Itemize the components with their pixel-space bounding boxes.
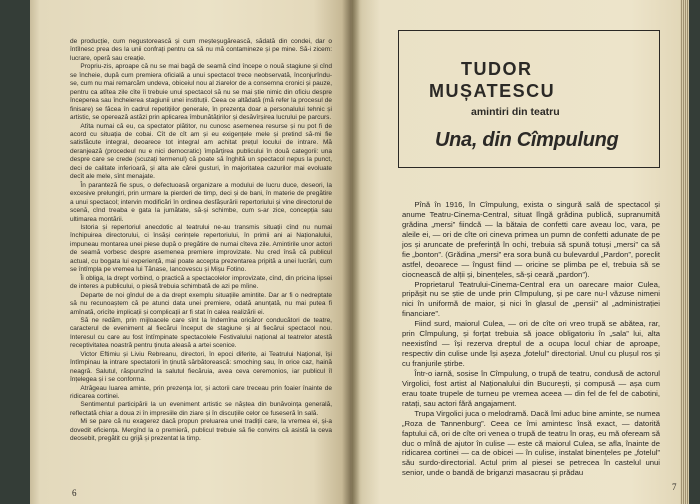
left-paragraph: Mi se pare că nu exagerez dacă propun preluarea unei tradiții care, la vremea ei, și-a dovedit eficiența. Mergînd la o premieră, publicul trebuie să fie convins că asistă la ceva deosebit, pregătit cu grijă și prezentat la timp. (70, 418, 332, 443)
left-paragraph: Atîta numai că eu, ca spectator plătitor, nu cunosc asemenea resurse și nu pot fi de acord cu situația de cobai. Cît de cît am și eu exigențele mele și pretind să-mi fie satisfăcute integral, deoarece tot integral am achitat prețul locului de intrare. Mă deranjează (procedeul nu e nici democratic) împărțirea publicului în două categorii: una despre care se crede (scuzați termenul) că poate să înghită un spectacol nepus la punct, deci de calitate inferioară, și alta ale cărei gusturi, în majoritatea cazurilor mai evoluate decît ale mele, sînt menajate. (70, 122, 332, 181)
left-paragraph: Victor Eftimiu și Liviu Rebreanu, directori, în epoci diferite, ai Teatrului Național, își întîmpinau la intrare spectatorii în ținută sărbătorească: smoching sau, în orice caz, haină neagră. Salutul, răspunzînd la salutul fiecăruia, avea ceva ceremonios, iar publicul îl înțelegea și i se conforma. (70, 350, 332, 384)
left-paragraph: Propriu-zis, aproape că nu se mai bagă de seamă cînd începe o nouă stagiune și cînd se încheie, după cum premiera oficială a unui spectacol trece neobservată, înconjurîndu-se, cum nu mai remarcăm undeva, obiceiul nou al ziarelor de a consemna cronici și pauze, pentru ca atîtea zile cîte îi trebuie unui spectacol să nu se mai știe nimic din oficiu despre începerea sau încheierea stagiunii unei instituții. Ceea ce altădată (mă refer la procesul de finisare) se făcea în cadrul repetițiilor generale, în prezența doar a personalului tehnic și artistic, se operează astăzi prin aplicarea îmbunătățirilor și desăvîrșirea lucrului pe parcurs. (70, 63, 332, 122)
book-gutter (342, 0, 360, 504)
right-page-number: 7 (672, 482, 677, 492)
left-paragraph: Istoria și repertoriul anecdotic al teatrului ne-au transmis situații cînd nu numai închipuirea directorului, ci însăși cerințele repertoriului, în primii ani ai Naționalului, impuneau montarea unei piese după o pregătire de numai cîteva zile. Amintirile unor actori de seamă vorbesc despre asemenea premiere improvizate. Nu cred însă că publicul actual, cu bogata lui experiență, mai poate accepta prezentarea pripită a unei lucrări, cum se întîmpla pe vremea lui Tănase, Iancovescu și Mișu Fotino. (70, 223, 332, 274)
article-header-box (398, 30, 660, 168)
right-paragraph: Pînă în 1916, în Cîmpulung, exista o singură sală de spectacol și anume Teatru-Cinema-Central, situat lîngă grădina publică, supranumită grădina „mersi” fiindcă — la bătaia de confetti care aveau loc, vara, pe aleile ei, — ori de cîte ori cineva primea un pumn de confetti adunate de pe jos și aruncate de preferință în ochi, trebuia să spună totuși „mersi” ca să fie „bonton”. (Grădina „mersi” era sora bună cu bulevardul „Pardon”, poreclit astfel, deoarece — îngust fiind — oricine se plimba pe el, trebuia să se ciocnească de alții și, binențeles, să-și ceară „pardon”). (402, 200, 660, 279)
author-last-name: MUȘATESCU (429, 81, 556, 101)
left-paragraph: Să ne redăm, prin mijloacele care sînt la îndemîna oricăror conducători de teatre, caracterul de eveniment al fiecărui început de stagiune și al fiecărui spectacol nou. Interesul cu care au fost întîmpinate spectacolele Festivalului național al teatrelor atestă receptivitatea noastră pentru ținuta aleasă a artei scenice. (70, 316, 332, 350)
right-paragraph: Proprietarul Teatrului-Cinema-Central era un oarecare maior Culea, pripășit nu se știe de unde prin Cîmpulung, și pe care nu-l văzuse nimeni nici în uniformă de maior, și nici în glasul de „pensii” al „administrației financiare”. (402, 279, 660, 319)
left-paragraph: Sentimentul participării la un eveniment artistic se năștea din bunăvoința generală, reflectată chiar a doua zi în impresiile din ziare și în discuțiile celor ce fuseseră în sală. (70, 401, 332, 417)
right-paragraph: Într-o iarnă, sosise în Cîmpulung, o trupă de teatru, condusă de actorul Virgolici, fost artist al Naționalului din București, și compusă — așa cum erau toate trupele de turneu pe vremea aceea — din fel de fel de cabotini, ratați, sau actori fără angajament. (402, 368, 660, 408)
left-paragraph: În paranteză fie spus, o defectuoasă organizare a modului de lucru duce, deseori, la excesive prelungiri, prin urmare la pierderi de timp, deci și de bani, în materie de pregătire a unui spectacol; intervin modificări în ordinea desfășurării repertoriului și vine directorul de scenă, cînd treaba e gata la jumătate, să-și schimbe, cum s-ar zice, concepția sau ultimarea montării. (70, 181, 332, 223)
left-page-body (70, 38, 332, 470)
author-first-name: TUDOR (461, 59, 533, 79)
right-paragraph: Trupa Virgolici juca o melodramă. Dacă îmi aduc bine aminte, se numea „Roza de Tannenburg”. Ceea ce îmi amintesc însă exact, — datorită faptului că, ori de cîte ori venea o trupă de teatru în oraș, eu mă ofeream să duc o mînă de ajutor în culise — este că maiorul Culea, se afla, înainte de ridicarea cortinei — ca de obicei — în culise, instalat binențeles pe „fotelul” său surdo-directorial. Actul prim al piesei se petrecea în castelul unui senior, unde o bandă de briganzi masacrau și prădau (402, 408, 660, 478)
right-page-body (402, 200, 660, 484)
left-paragraph: de producție, cum negustorească și cum meșteșugărească, sădată din condei, dar o întîlnesc prea des la unii confrați pentru ca să nu mă contamineze și pe mine. Să-i zicem: lucrare, operă sau creație. (70, 38, 332, 62)
left-page-number: 6 (72, 488, 77, 498)
right-paragraph: Fiind surd, maiorul Culea, — ori de cîte ori vreo trupă se abătea, rar, prin Cîmpulung, și forțat trebuia să joace obligatoriu în „sala” lui, alta neexistînd — își rezerva dreptul de a ocupa locul chiar de aproape, respectiv din culise unde își așeza „fotelul” directorial. Unul cu plușul ros și cu franjurile știrbe. (402, 319, 660, 368)
left-paragraph: Îi obliga, la drept vorbind, o practică a spectacolelor improvizate, cînd, din pricina lipsei de interes a publicului, o piesă trebuia schimbată de azi pe mîine. (70, 274, 332, 291)
article-title: Una, din Cîmpulung (435, 129, 619, 151)
left-paragraph: Atrăgeau luarea aminte, prin prezența lor, și actorii care treceau prin foaier înainte de ridicarea cortinei. (70, 384, 332, 401)
left-paragraph: Departe de noi gîndul de a da drept exemplu situațiile amintite. Dar ar fi o nedreptate să nu recunoaștem că pe atunci data unei premiere, odată anunțată, nu mai putea fi amînată, oricîte implicații și complicații ar fi stat în calea realizării ei. (70, 291, 332, 316)
series-label: amintiri din teatru (471, 106, 560, 118)
page-stack-edges (680, 0, 689, 504)
